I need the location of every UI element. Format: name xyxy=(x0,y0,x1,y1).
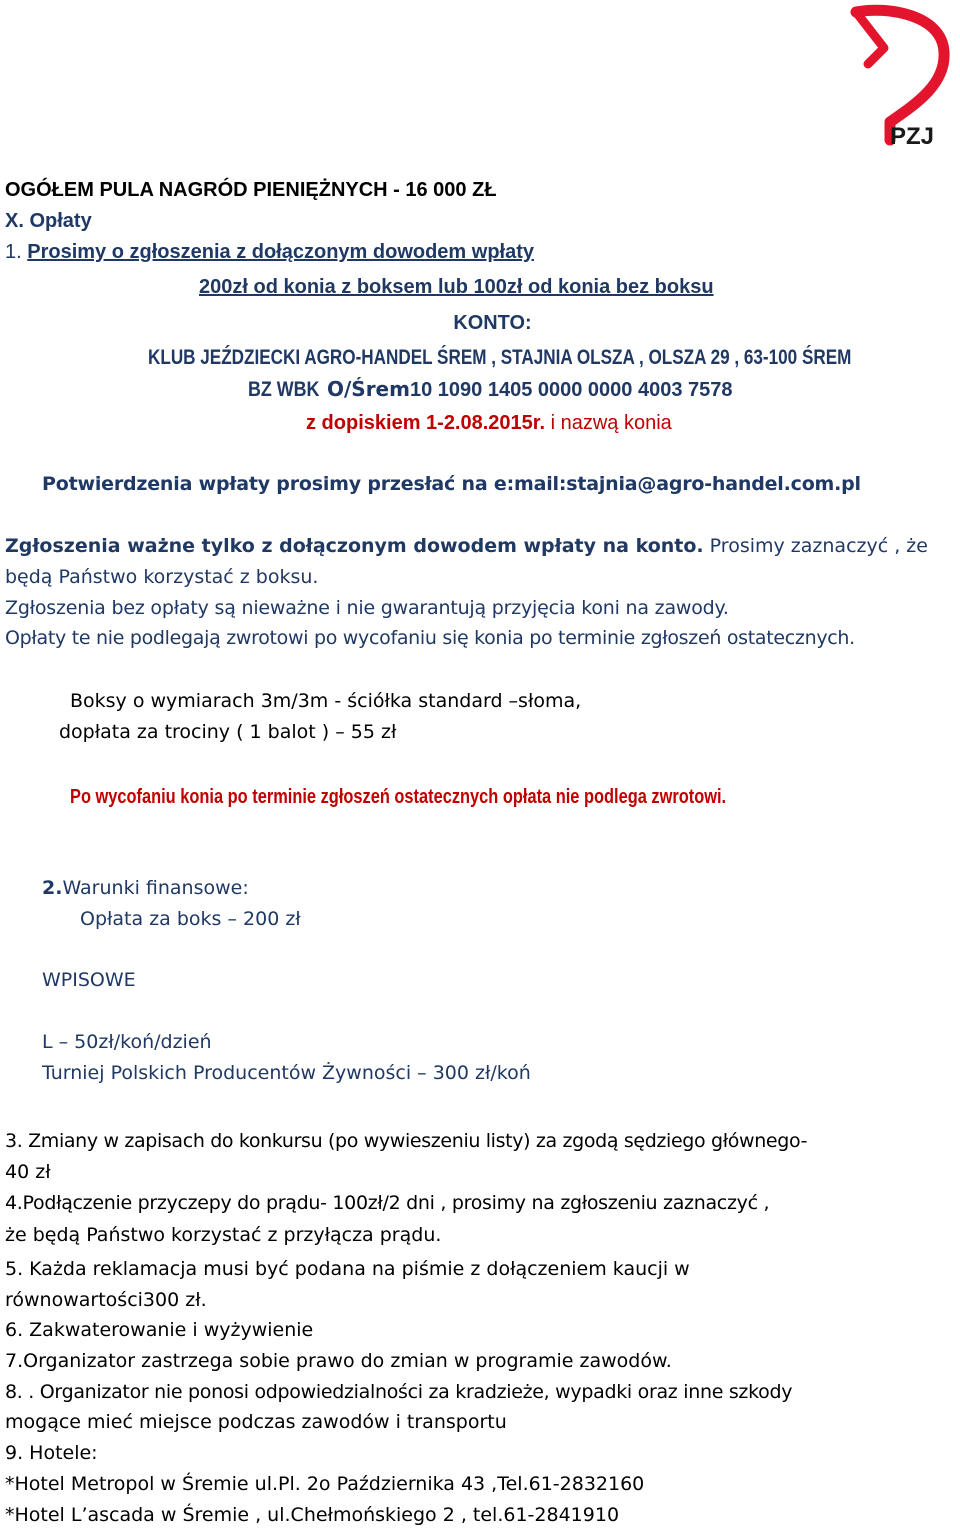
valid-tail: Prosimy zaznaczyć , że xyxy=(703,535,928,557)
rule-5-cont: równowartości300 zł. xyxy=(5,1289,207,1311)
invalid-line: Zgłoszenia bez opłaty są nieważne i nie gwarantują przyjęcia koni na zawody. xyxy=(5,597,729,619)
box-fee: Opłata za boks – 200 zł xyxy=(80,908,301,930)
rule-8-cont: mogące mieć miejsce podczas zawodów i transportu xyxy=(5,1411,507,1433)
fee-line: 200zł od konia z boksem lub 100zł od konia bez boksu xyxy=(199,276,714,298)
rule-3-fee: 40 zł xyxy=(5,1161,51,1183)
fees-item-1 xyxy=(5,242,534,262)
hotel-lascada: *Hotel L’ascada w Śremie , ul.Chełmońskiego 2 , tel.61-2841910 xyxy=(5,1504,620,1526)
payment-note-tail: i nazwą konia xyxy=(545,412,672,434)
entry-tournament: Turniej Polskich Producentów Żywności – 300 zł/koń xyxy=(42,1062,531,1084)
financial-heading-text: Warunki finansowe: xyxy=(62,877,249,899)
item-text: Prosimy o zgłoszenia z dołączonym dowodem wpłaty xyxy=(27,241,535,263)
rule-3: 3. Zmiany w zapisach do konkursu (po wywieszeniu listy) za zgodą sędziego głównego- xyxy=(5,1130,808,1152)
valid-line-2: będą Państwo korzystać z boksu. xyxy=(5,566,319,588)
rule-5: 5. Każda reklamacja musi być podana na piśmie z dołączeniem kaucji w xyxy=(5,1258,690,1280)
item-number: 1. xyxy=(5,241,28,263)
valid-bold: Zgłoszenia ważne tylko z dołączonym dowodem wpłaty na konto. xyxy=(5,535,704,557)
bank-branch: O/Śrem xyxy=(326,377,410,401)
pzj-logo xyxy=(846,4,950,148)
rule-4-cont: że będą Państwo korzystać z przyłącza prądu. xyxy=(5,1224,442,1246)
refund-line: Opłaty te nie podlegają zwrotowi po wycofaniu się konia po terminie zgłoszeń ostatecznych. xyxy=(5,627,855,649)
entry-label: WPISOWE xyxy=(42,969,136,991)
account-holder: KLUB JEŹDZIECKI AGRO-HANDEL ŚREM , STAJNIA OLSZA , OLSZA 29 , 63-100 ŚREM xyxy=(148,346,852,369)
rule-6: 6. Zakwaterowanie i wyżywienie xyxy=(5,1319,314,1341)
rule-4: 4.Podłączenie przyczepy do prądu- 100zł/2 dni , prosimy na zgłoszeniu zaznaczyć , xyxy=(5,1192,770,1214)
payment-note-date: z dopiskiem 1-2.08.2015r. xyxy=(306,412,546,434)
financial-heading-num: 2. xyxy=(42,877,63,899)
financial-heading xyxy=(42,879,249,898)
bank-prefix: BZ WBK xyxy=(248,378,320,401)
confirm-email: Potwierdzenia wpłaty prosimy przesłać na e:mail:stajnia@agro-handel.com.pl xyxy=(42,473,861,495)
rule-9: 9. Hotele: xyxy=(5,1442,98,1464)
account-label: KONTO: xyxy=(453,312,532,334)
prize-pool: OGÓŁEM PULA NAGRÓD PIENIĘŻNYCH - 16 000 ZŁ xyxy=(5,179,497,201)
rule-7: 7.Organizator zastrzega sobie prawo do zmian w programie zawodów. xyxy=(5,1350,672,1372)
sawdust-line: dopłata za trociny ( 1 balot ) – 55 zł xyxy=(59,721,397,743)
boxes-line: Boksy o wymiarach 3m/3m - ściółka standard –słoma, xyxy=(70,690,582,712)
bank-account xyxy=(248,379,733,400)
logo-text: PZJ xyxy=(890,123,935,148)
withdraw-warning: Po wycofaniu konia po terminie zgłoszeń ostatecznych opłata nie podlega zwrotowi. xyxy=(70,786,727,808)
section-heading: X. Opłaty xyxy=(5,210,92,232)
payment-note xyxy=(306,413,672,433)
hotel-metropol: *Hotel Metropol w Śremie ul.Pl. 2o Października 43 ,Tel.61-2832160 xyxy=(5,1473,645,1495)
rule-8: 8. . Organizator nie ponosi odpowiedzialności za kradzieże, wypadki oraz inne szkody xyxy=(5,1381,793,1403)
valid-line-1 xyxy=(5,537,928,556)
entry-l: L – 50zł/koń/dzień xyxy=(42,1031,212,1053)
bank-number: 10 1090 1405 0000 0000 4003 7578 xyxy=(409,379,733,401)
